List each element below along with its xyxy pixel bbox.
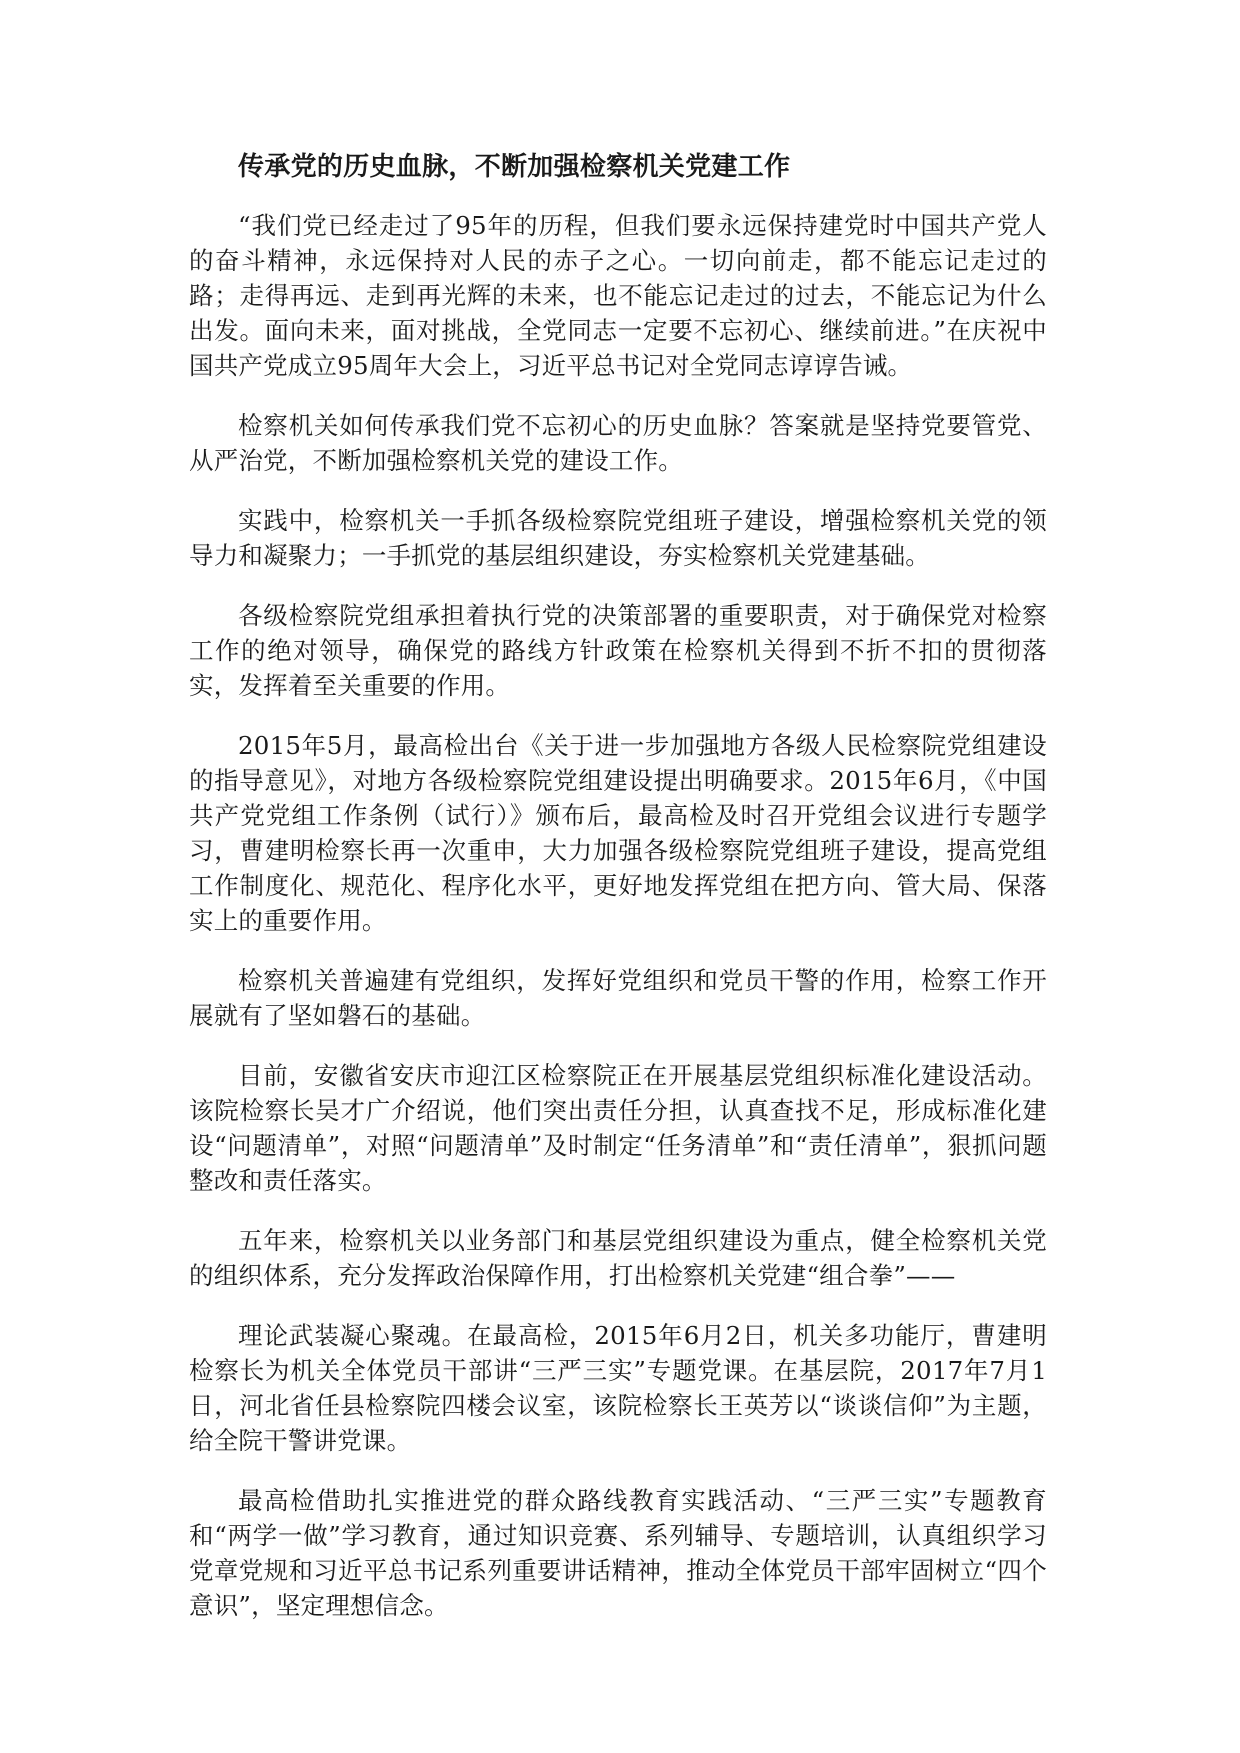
article-body — [189, 148, 1047, 1648]
paragraph-5: 2015年5月，最高检出台《关于进一步加强地方各级人民检察院党组建设的指导意见》，对地方各级检察院党组建设提出明确要求。2015年6月，《中国共产党党组工作条例（试行）》颁布后，最高检及时召开党组会议进行专题学习，曹建明检察长再一次重申，大力加强各级检察院党组班子建设，提高党组工作制度化、规范化、程序化水平，更好地发挥党组在把方向、管大局、保落实上的重要作用。 — [189, 731, 1047, 935]
paragraph-7: 目前，安徽省安庆市迎江区检察院正在开展基层党组织标准化建设活动。该院检察长吴才广介绍说，他们突出责任分担，认真查找不足，形成标准化建设“问题清单”，对照“问题清单”及时制定“任务清单”和“责任清单”，狠抓问题整改和责任落实。 — [189, 1061, 1047, 1195]
paragraph-1: “我们党已经走过了95年的历程，但我们要永远保持建党时中国共产党人的奋斗精神，永远保持对人民的赤子之心。一切向前走，都不能忘记走过的路；走得再远、走到再光辉的未来，也不能忘记走过的过去，不能忘记为什么出发。面向未来，面对挑战，全党同志一定要不忘初心、继续前进。”在庆祝中国共产党成立95周年大会上，习近平总书记对全党同志谆谆告诫。 — [189, 211, 1047, 380]
paragraph-10: 最高检借助扎实推进党的群众路线教育实践活动、“三严三实”专题教育和“两学一做”学习教育，通过知识竞赛、系列辅导、专题培训，认真组织学习党章党规和习近平总书记系列重要讲话精神，推动全体党员干部牢固树立“四个意识”，坚定理想信念。 — [189, 1486, 1047, 1620]
paragraph-4: 各级检察院党组承担着执行党的决策部署的重要职责，对于确保党对检察工作的绝对领导，确保党的路线方针政策在检察机关得到不折不扣的贯彻落实，发挥着至关重要的作用。 — [189, 601, 1047, 700]
paragraph-9: 理论武装凝心聚魂。在最高检，2015年6月2日，机关多功能厅，曹建明检察长为机关全体党员干部讲“三严三实”专题党课。在基层院，2017年7月1日，河北省任县检察院四楼会议室，该院检察长王英芳以“谈谈信仰”为主题，给全院干警讲党课。 — [189, 1321, 1047, 1455]
paragraph-8: 五年来，检察机关以业务部门和基层党组织建设为重点，健全检察机关党的组织体系，充分发挥政治保障作用，打出检察机关党建“组合拳”—— — [189, 1226, 1047, 1290]
paragraph-6: 检察机关普遍建有党组织，发挥好党组织和党员干警的作用，检察工作开展就有了坚如磐石的基础。 — [189, 966, 1047, 1030]
paragraph-2: 检察机关如何传承我们党不忘初心的历史血脉？答案就是坚持党要管党、从严治党，不断加强检察机关党的建设工作。 — [189, 411, 1047, 475]
article-title: 传承党的历史血脉，不断加强检察机关党建工作 — [238, 152, 791, 182]
paragraph-3: 实践中，检察机关一手抓各级检察院党组班子建设，增强检察机关党的领导力和凝聚力；一手抓党的基层组织建设，夯实检察机关党建基础。 — [189, 506, 1047, 570]
